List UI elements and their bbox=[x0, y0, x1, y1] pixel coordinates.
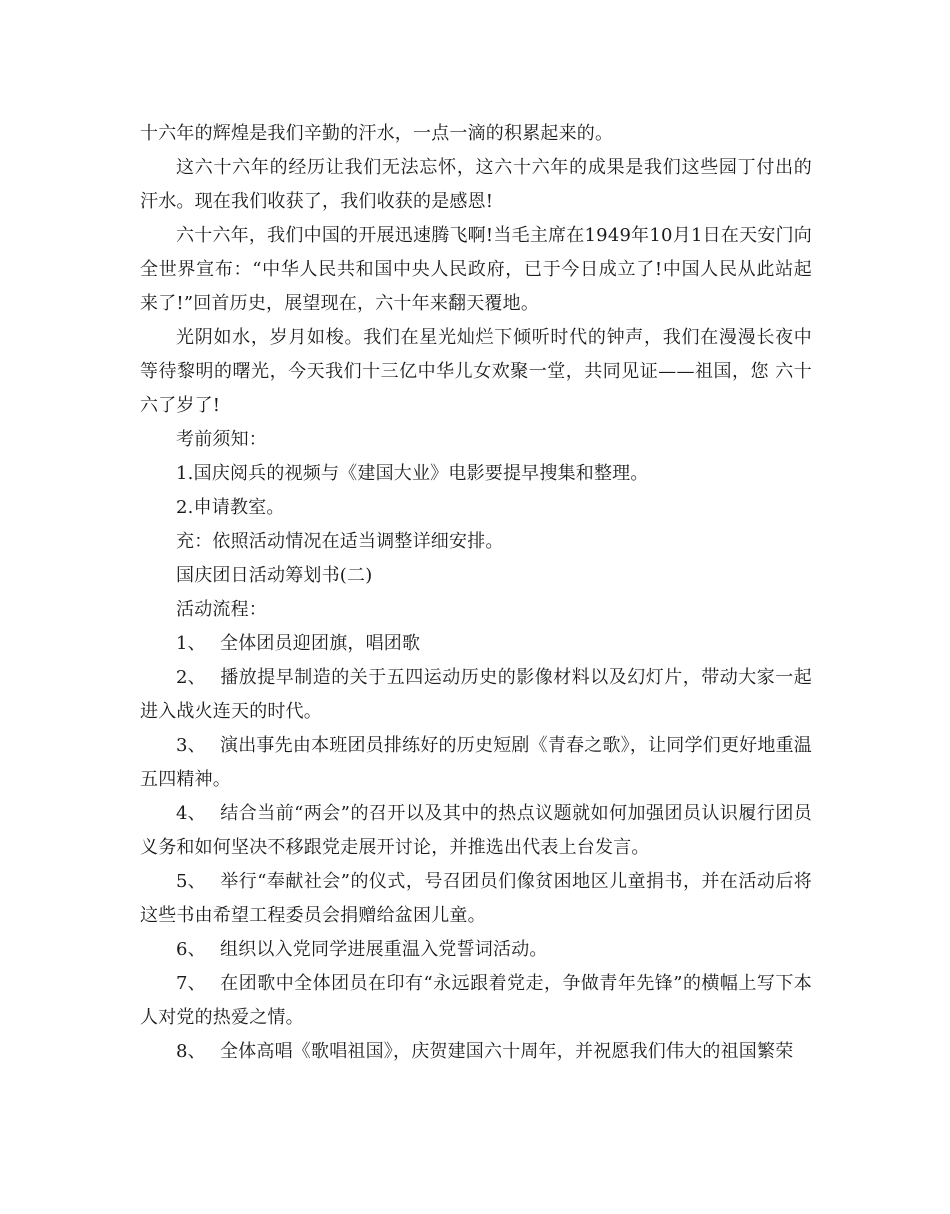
note-item: 充：依照活动情况在适当调整详细安排。 bbox=[176, 531, 504, 552]
step-text: 全体团员迎团旗，唱团歌 bbox=[220, 633, 421, 654]
step-number: 7、 bbox=[176, 973, 206, 994]
note-item: 1.国庆阅兵的视频与《建国大业》电影要提早搜集和整理。 bbox=[176, 463, 649, 484]
step-text: 结合当前“两会”的召开以及其中的热点议题就如何加强团员认识履行团员义务和如何坚决不移跟党走展开讨论，并推选出代表上台发言。 bbox=[140, 803, 812, 858]
section-title: 国庆团日活动筹划书(二) bbox=[176, 565, 373, 586]
paragraph: 十六年的辉煌是我们辛勤的汗水，一点一滴的积累起来的。 bbox=[140, 123, 614, 144]
note-item: 2.申请教室。 bbox=[176, 497, 285, 518]
document-body bbox=[140, 117, 812, 1069]
paragraph: 这六十六年的经历让我们无法忘怀，这六十六年的成果是我们这些园丁付出的汗水。现在我们收获了，我们收获的是感恩! bbox=[140, 157, 812, 212]
process-step bbox=[140, 1035, 812, 1069]
notes-heading: 考前须知： bbox=[176, 429, 267, 450]
step-number: 6、 bbox=[176, 939, 206, 960]
process-step bbox=[140, 627, 812, 661]
step-text: 举行“奉献社会”的仪式，号召团员们像贫困地区儿童捐书，并在活动后将这些书由希望工程委员会捐赠给盆困儿童。 bbox=[140, 871, 812, 926]
process-step bbox=[140, 865, 812, 933]
process-step bbox=[140, 797, 812, 865]
step-number: 4、 bbox=[176, 803, 206, 824]
step-text: 在团歌中全体团员在印有“永远跟着党走，争做青年先锋”的横幅上写下本人对党的热爱之情。 bbox=[140, 973, 812, 1028]
step-number: 3、 bbox=[176, 735, 206, 756]
step-text: 播放提早制造的关于五四运动历史的影像材料以及幻灯片，带动大家一起进入战火连天的时代。 bbox=[140, 667, 812, 722]
process-step bbox=[140, 661, 812, 729]
step-number: 5、 bbox=[176, 871, 206, 892]
process-step bbox=[140, 967, 812, 1035]
step-text: 组织以入党同学进展重温入党誓词活动。 bbox=[220, 939, 548, 960]
process-step bbox=[140, 729, 812, 797]
step-text: 演出事先由本班团员排练好的历史短剧《青春之歌》，让同学们更好地重温五四精神。 bbox=[140, 735, 812, 790]
step-number: 8、 bbox=[176, 1041, 206, 1062]
process-step bbox=[140, 933, 812, 967]
paragraph: 光阴如水，岁月如梭。我们在星光灿烂下倾听时代的钟声，我们在漫漫长夜中等待黎明的曙光，今天我们十三亿中华儿女欢聚一堂，共同见证——祖国，您 六十六了岁了! bbox=[140, 327, 812, 416]
step-text: 全体高唱《歌唱祖国》，庆贺建国六十周年，并祝愿我们伟大的祖国繁荣 bbox=[220, 1041, 794, 1062]
process-heading: 活动流程： bbox=[176, 599, 267, 620]
paragraph: 六十六年，我们中国的开展迅速腾飞啊!当毛主席在1949年10月1日在天安门向全世界宣布：“中华人民共和国中央人民政府，已于今日成立了!中国人民从此站起来了!”回首历史，展望现在，六十年来翻天覆地。 bbox=[140, 225, 812, 314]
step-number: 1、 bbox=[176, 633, 206, 654]
step-number: 2、 bbox=[176, 667, 206, 688]
